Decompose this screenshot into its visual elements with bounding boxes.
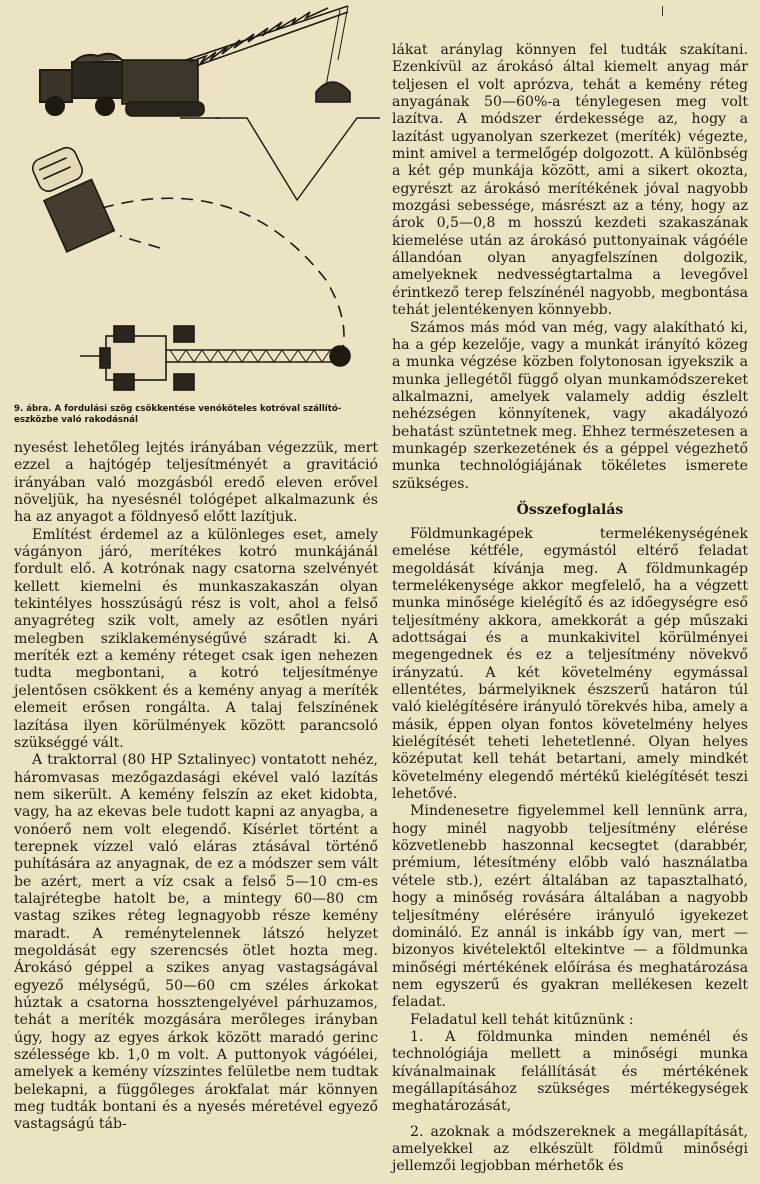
figure-caption: 9. ábra. A fordulási szög csökkentése venóköteles kotróval szállító-eszközbe való rakodásnál bbox=[14, 404, 342, 425]
crane-plan-view-icon bbox=[80, 326, 350, 390]
paragraph: A traktorral (80 HP Sztalinyec) vontatott nehéz, háromvasas mezőgazdasági ekével való lazítás nem sikerült. A kemény felszín az eket kidobta, vagy, ha az ekevas bele tudott kapni az anyagba, a vonóerő nem volt elegendő. Kísérlet történt a terepnek vízzel való eláras ztásával történő puhítására az anyagnak, de ez a módszer sem vált be azért, mert a víz csak a felső 5—10 cm-es talajrétegbe hatolt be, a mintegy 60—80 cm vastag szikes réteg legnagyobb része kemény maradt. A reménytelennek látszó helyzet megoldását egy szerencsés ötlet hozta meg. Árokásó géppel a szikes anyag vastagságával egyező mélységű, 50—60 cm széles árkokat húztak a csatorna hossztengelyével párhuzamos, tehát a meríték mozgására merőleges irányban úgy, hogy az egyes árkok között maradó gerinc szélessége kb. 1,0 m volt. A puttonyok vágóélei, amelyek a kemény vízszintes felületbe nem tudtak belekapni, a függőleges árokfalat már könnyen meg tudták bontani és a nyesés méretével egyező vastagságú táb- bbox=[14, 752, 378, 1133]
excavation-pit-outline bbox=[180, 118, 380, 200]
swing-arc bbox=[102, 198, 344, 352]
list-item: 2. azoknak a módszereknek a megállapítását, amelyekkel az elkészült földmű minőségi jellemzői legjobban mérhetők és bbox=[392, 1123, 748, 1175]
figure-excavator-diagram bbox=[10, 0, 380, 405]
paragraph: Földmunkagépek termelékenységének emelése kétféle, egymástól eltérő feladat megoldását kívánja meg. A földmunkagép termelékenysége akkor megfelelő, ha a végzett munka minősége kielégítő és az időegységre eső teljesítmény akkora, amekkorát a gép műszaki adottságai és a munkakivitel körülményei megengednek és ez a teljesítmény növekvő irányzatú. A két követelmény egymással ellentétes, bármelyiknek észszerű határon túl való kielégítésére irányuló törekvés hiba, amely a másik, éppen olyan fontos követelmény helyes kielégítését teheti lehetetlenné. Olyan helyes középutat kell tehát betartani, amely mindkét követelmény elegendő mértékű kielégítését teszi lehetővé. bbox=[392, 525, 748, 803]
page-mark bbox=[662, 6, 663, 16]
paragraph: Feladatul kell tehát kitűznünk : bbox=[410, 1011, 634, 1028]
truck-plan-view-icon bbox=[28, 143, 115, 252]
paragraph: lákat aránylag könnyen fel tudták szakítani. Ezenkívül az árokásó által kiemelt anyag már teljesen el volt aprózva, tehát a kemény réteg anyagának 50—60%-a ténylegesen meg volt lazítva. A módszer érdekessége az, hogy a lazítást ugyanolyan szerkezet (meríték) végezte, mint amivel a termelőgép dolgozott. A különbség a két gép munkája között, ami a sikert okozta, egyrészt az árokásó merítékének jóval nagyobb mozgási sebessége, másrészt az a tény, hogy az árok 0,5—0,8 m hosszú kezdeti szakaszának kiemelése után az árokásó puttonyainak vágóéle állandóan olyan anyagfelszínen dolgozik, amelyeknek nedvességtartalma a levegővel érintkező terep felszínénél nagyobb, megbontása tehát jelentékenyen könnyebb. bbox=[392, 42, 748, 319]
paragraph: Mindenesetre figyelemmel kell lennünk arra, hogy minél nagyobb teljesítmény elérése közvetlenebb haszonnal kecsegtet (darabbér, prémium, létesítmény előbb való használatba vétele stb.), ezért általában az tapasztalható, hogy a minőség rovására általában a nagyobb teljesítmény elérésére irányuló igyekezet domináló. Ez annál is inkább így van, mert — bizonyos kivételektől eltekintve — a földmunka minőségi mértékének előírása és meghatározása nem egyszerű és gyakran mellékesen kezelt feladat. bbox=[392, 803, 748, 1011]
paragraph: Említést érdemel az a különleges eset, amely vágányon járó, merítékes kotró munkájánál fordult elő. A kotrónak nagy csatorna szelvényét kellett kiemelni és munkaszakaszán olyan tekintélyes hosszúságú rész is volt, ahol a felső anyagréteg szik volt, amely az esőtlen nyári melegben sziklakeménységűvé száradt ki. A meríték ezt a kemény réteget csak igen nehezen tudta megbontani, a kotró teljesítménye jelentősen csökkent és a kemény anyag a meríték elemeit erősen rongálta. A talaj felszínének lazítása ilyen körülmények között parancsoló szükséggé vált. bbox=[14, 526, 378, 751]
right-column bbox=[392, 42, 748, 1184]
truck-side-view-icon bbox=[40, 54, 124, 115]
paragraph: nyesést lehetőleg lejtés irányában végezzük, mert ezzel a hajtógép teljesítményét a gravitáció irányában való mozgásból eredő eleven erővel növeljük, ha nyesésnél tológépet alkalmazunk és ha az anyagot a földnyeső előtt lazítjuk. bbox=[14, 440, 378, 526]
crane-side-view-icon bbox=[122, 6, 350, 116]
list-item: 1. A földmunka minden neménél és technológiája mellett a minőségi munka kívánalmainak felállítását és mértékének megállapításához szükséges mértékegységek meghatározását, bbox=[392, 1028, 748, 1115]
section-heading: Összefoglalás bbox=[516, 501, 624, 518]
paragraph: Számos más mód van még, vagy alakítható ki, ha a gép kezelője, vagy a munkát irányító közeg a munka végzése közben folytonosan igyekszik a munka jellegétől függő olyan munkamódszereket alkalmazni, amelyek valamely addig észlelt nehézségen könnyítenek, vagy akadályozó behatást szüntetnek meg. Ehhez természetesen a munkagép szerkezetének és a géppel végezhető munka technológiájának tökéletes ismerete szükséges. bbox=[392, 319, 748, 492]
left-column bbox=[14, 440, 378, 1134]
